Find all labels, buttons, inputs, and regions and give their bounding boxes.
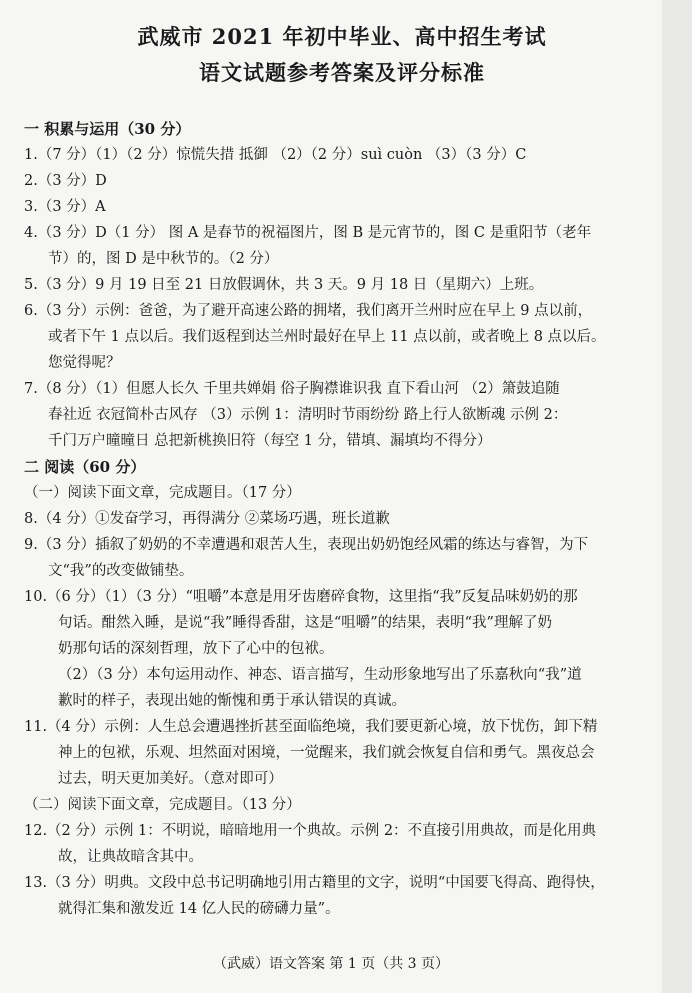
answer-line: 故，让典故暗含其中。 <box>58 849 203 865</box>
document-subtitle: 语文试题参考答案及评分标准 <box>199 60 485 85</box>
answer-line: 9.（3 分）插叙了奶奶的不幸遭遇和艰苦人生，表现出奶奶饱经风霜的练达与睿智，为下 <box>24 537 589 553</box>
answer-line: 10.（6 分）（1）（3 分）“咀嚼”本意是用牙齿磨碎食物，这里指“我”反复品味奶奶的那 <box>24 589 578 605</box>
answer-line: 5.（3 分）9 月 19 日至 21 日放假调休，共 3 天。9 月 18 日（星期六）上班。 <box>24 277 544 293</box>
answer-line: 或者下午 1 点以后。我们返程到达兰州时最好在早上 11 点以前，或者晚上 8 点以后。 <box>48 329 606 345</box>
answer-line: 歉时的样子，表现出她的惭愧和勇于承认错误的真诚。 <box>58 693 406 709</box>
answer-line: 1.（7 分）（1）（2 分）惊慌失措 抵御 （2）（2 分）suì cuòn （3）（3 分）C <box>24 147 527 163</box>
answer-line: 过去，明天更加美好。（意对即可） <box>58 771 283 787</box>
answer-line: （2）（3 分）本句运用动作、神态、语言描写，生动形象地写出了乐嘉秋向“我”道 <box>58 667 582 683</box>
answer-line: 句话。酣然入睡，是说“我”睡得香甜，这是“咀嚼”的结果，表明“我”理解了奶 <box>58 615 552 631</box>
answer-line: 3.（3 分）A <box>24 199 106 215</box>
answer-line: 6.（3 分）示例：爸爸，为了避开高速公路的拥堵，我们离开兰州时应在早上 9 点以前， <box>24 303 593 319</box>
answer-line: 4.（3 分）D（1 分） 图 A 是春节的祝福图片，图 B 是元宵节的，图 C 是重阳节（老年 <box>24 225 592 241</box>
document-title: 武威市 2021 年初中毕业、高中招生考试 <box>137 24 547 49</box>
answer-line: 13.（3 分）明典。文段中总书记明确地引用古籍里的文字，说明“中国要飞得高、跑得快， <box>24 875 605 891</box>
page-footer: （武威）语文答案 第 1 页（共 3 页） <box>212 956 450 972</box>
answer-line: 2.（3 分）D <box>24 173 107 189</box>
section-heading: 一 积累与运用（30 分） <box>24 120 191 138</box>
answer-line: （一）阅读下面文章，完成题目。（17 分） <box>24 485 301 501</box>
answer-line: 8.（4 分）①发奋学习，再得满分 ②菜场巧遇，班长道歉 <box>24 511 390 527</box>
answer-line: 神上的包袱，乐观、坦然面对困境，一觉醒来，我们就会恢复自信和勇气。黑夜总会 <box>58 745 595 761</box>
answer-line: 12.（2 分）示例 1：不明说，暗暗地用一个典故。示例 2：不直接引用典故，而是化用典 <box>24 823 597 839</box>
section-heading: 二 阅读（60 分） <box>24 458 146 476</box>
answer-line: 11.（4 分）示例：人生总会遭遇挫折甚至面临绝境，我们要更新心境，放下忧伤，卸下精 <box>24 719 598 735</box>
answer-line: 千门万户曈曈日 总把新桃换旧符（每空 1 分，错填、漏填均不得分） <box>48 433 492 449</box>
answer-line: 7.（8 分）（1）但愿人长久 千里共婵娟 俗子胸襟谁识我 直下看山河 （2）箫鼓追随 <box>24 381 560 397</box>
answer-line: 节）的，图 D 是中秋节的。（2 分） <box>48 251 279 267</box>
page-edge <box>662 0 692 993</box>
answer-line: 文“我”的改变做铺垫。 <box>48 563 194 579</box>
answer-line: 春社近 衣冠简朴古风存 （3）示例 1：清明时节雨纷纷 路上行人欲断魂 示例 2： <box>48 407 568 423</box>
answer-content <box>24 116 644 922</box>
answer-line: 您觉得呢？ <box>48 355 121 371</box>
answer-line: （二）阅读下面文章，完成题目。（13 分） <box>24 797 301 813</box>
answer-line: 就得汇集和激发近 14 亿人民的磅礴力量”。 <box>58 901 340 917</box>
answer-line: 奶那句话的深刻哲理，放下了心中的包袱。 <box>58 641 334 657</box>
